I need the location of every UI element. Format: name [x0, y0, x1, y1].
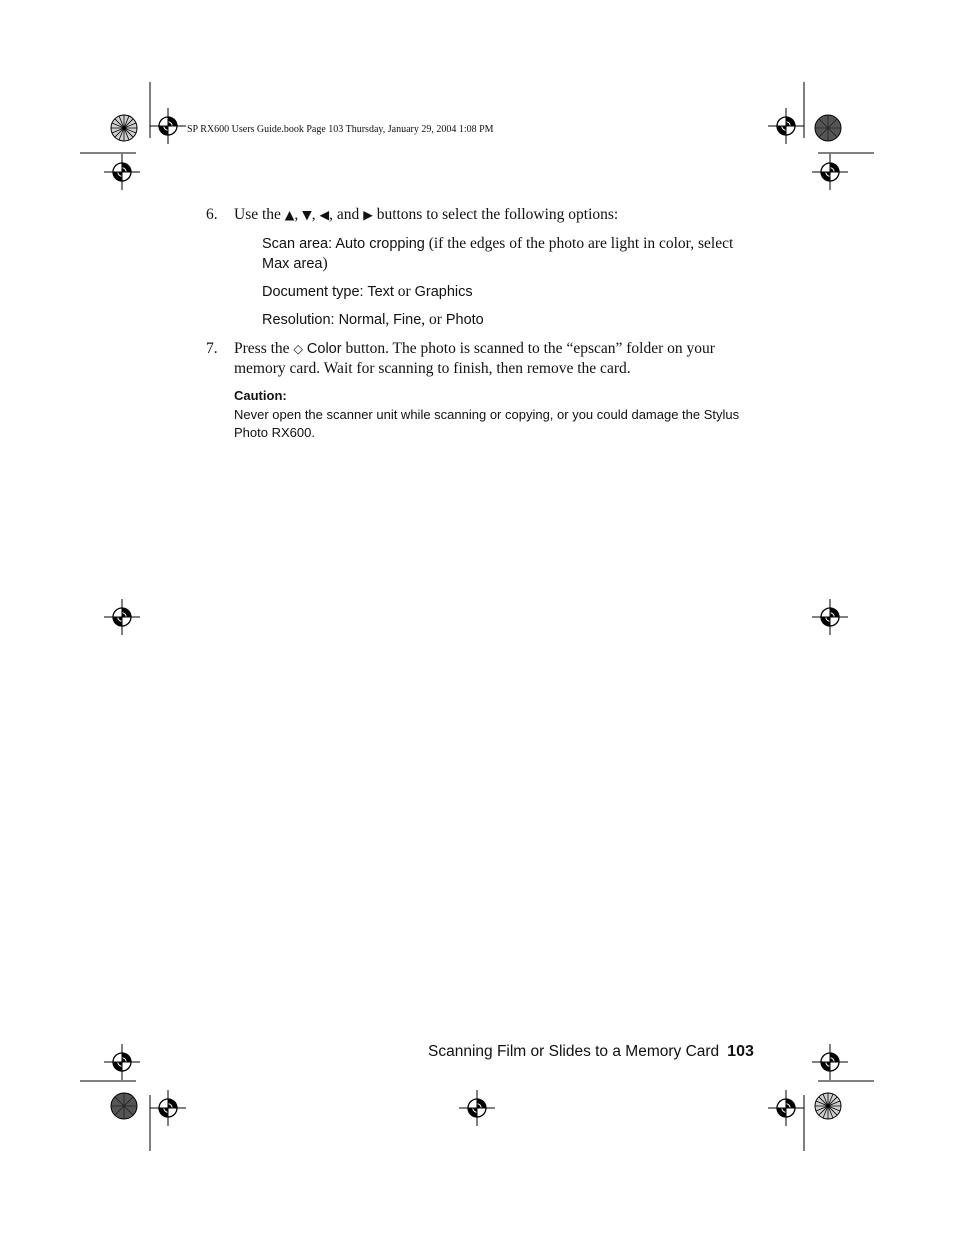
right-arrow-icon: ▶: [363, 207, 373, 222]
down-arrow-icon: ▼: [302, 207, 312, 222]
page-number: 103: [727, 1043, 754, 1060]
slug-line: SP RX600 Users Guide.book Page 103 Thursday, January 29, 2004 1:08 PM: [187, 124, 494, 135]
start-diamond-icon: ◇: [293, 341, 304, 356]
step-text: Press the ◇ Color button. The photo is scanned to the “epscan” folder on your memory card. Wait for scanning to finish, then remove the card.: [234, 340, 715, 377]
option-document-type: Document type: Text or Graphics: [262, 283, 473, 300]
color-button-name: Color: [306, 341, 342, 357]
step-number: 7.: [206, 340, 218, 357]
option-scan-area: Scan area: Auto cropping (if the edges of the photo are light in color, select Max area): [262, 235, 734, 272]
option-resolution: Resolution: Normal, Fine, or Photo: [262, 311, 484, 328]
page-footer: [428, 1043, 754, 1061]
left-arrow-icon: ◀: [319, 207, 330, 222]
caution-text: Never open the scanner unit while scanning or copying, or you could damage the Stylus Photo RX600.: [234, 407, 740, 440]
footer-section-title: Scanning Film or Slides to a Memory Card: [428, 1043, 720, 1060]
step-text: Use the ▲, ▼, ◀, and ▶ buttons to select the following options:: [234, 206, 619, 223]
step-number: 6.: [206, 206, 218, 223]
up-arrow-icon: ▲: [284, 207, 295, 222]
caution-label: Caution:: [234, 388, 287, 403]
